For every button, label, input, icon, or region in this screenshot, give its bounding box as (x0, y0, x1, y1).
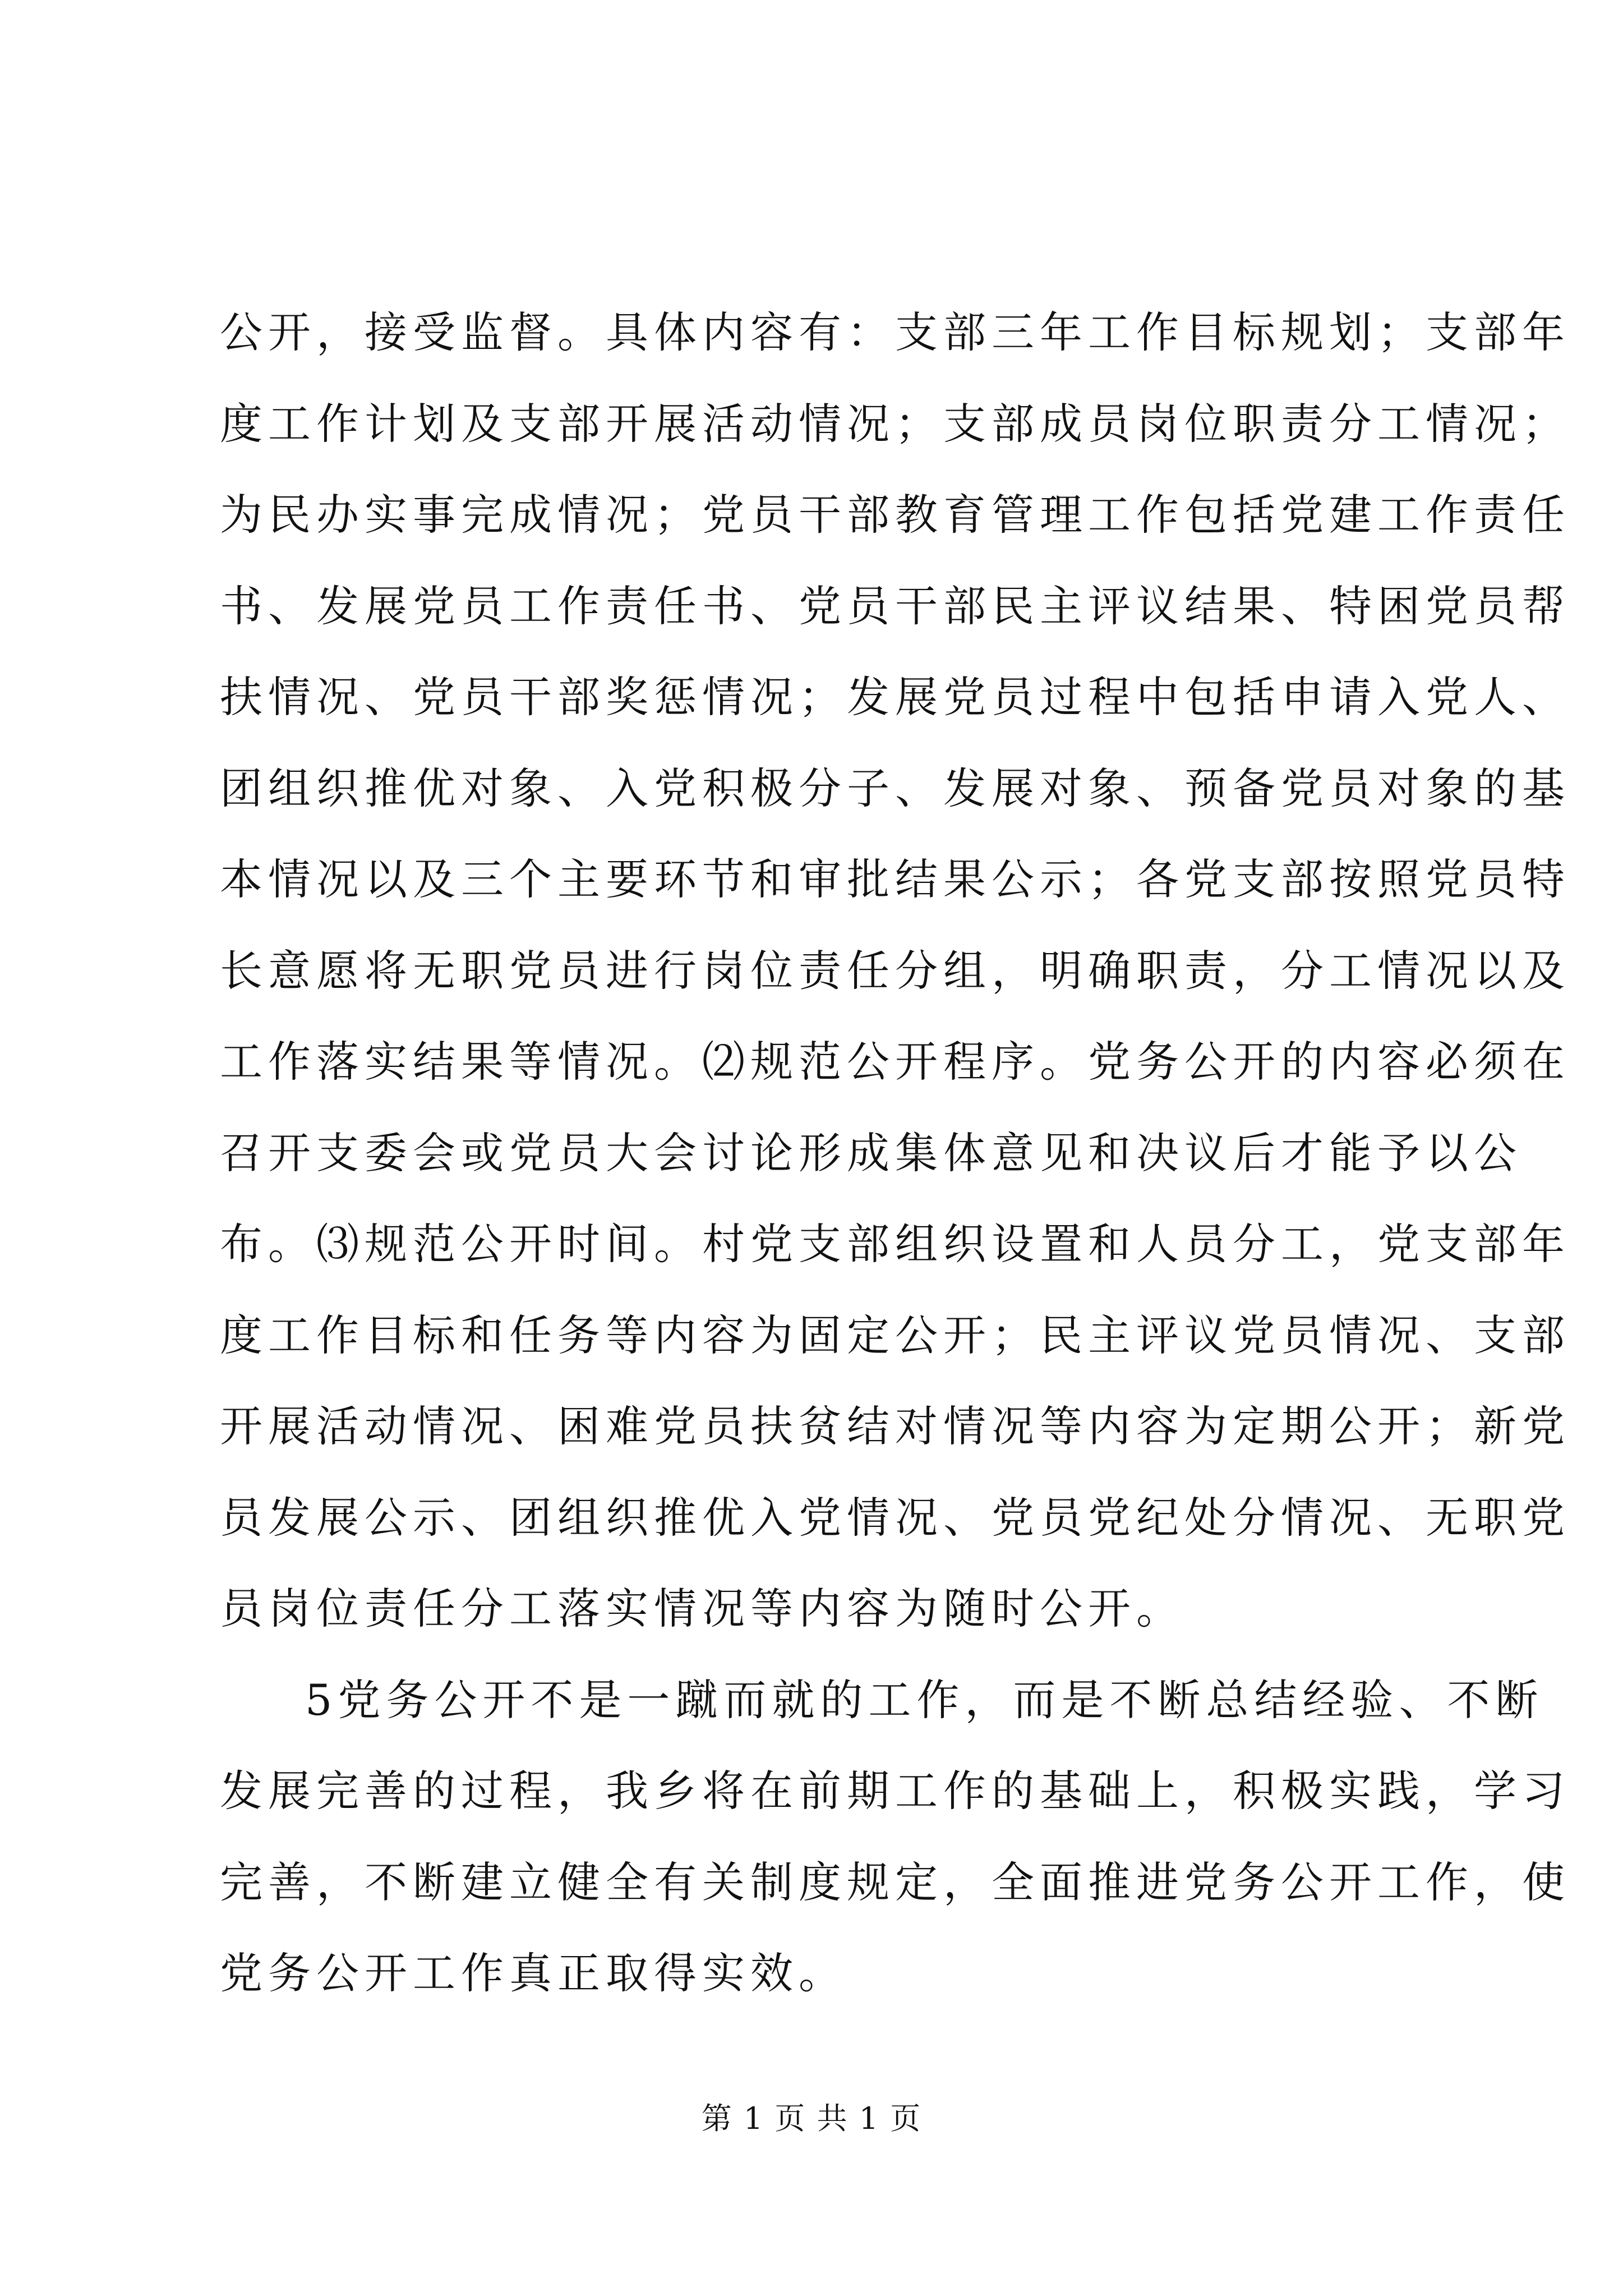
text-line: 工作落实结果等情况。⑵规范公开程序。党务公开的内容必须在 (220, 1037, 1570, 1087)
text-line: 员岗位责任分工落实情况等内容为随时公开。 (220, 1584, 1184, 1634)
text-line: 本情况以及三个主要环节和审批结果公示；各党支部按照党员特 (220, 854, 1570, 904)
text-line: 团组织推优对象、入党积极分子、发展对象、预备党员对象的基 (220, 763, 1570, 813)
document-body (220, 287, 1570, 2019)
text-line: 为民办实事完成情况；党员干部教育管理工作包括党建工作责任 (220, 490, 1570, 540)
text-line: 开展活动情况、困难党员扶贫结对情况等内容为定期公开；新党 (220, 1401, 1570, 1451)
text-line: 员发展公示、团组织推优入党情况、党员党纪处分情况、无职党 (220, 1492, 1570, 1543)
page-footer: 第 1 页 共 1 页 (701, 2101, 922, 2136)
text-line: 公开，接受监督。具体内容有：支部三年工作目标规划；支部年 (220, 307, 1570, 357)
text-line: 度工作目标和任务等内容为固定公开；民主评议党员情况、支部 (220, 1310, 1570, 1360)
text-line: 发展完善的过程，我乡将在前期工作的基础上，积极实践，学习 (220, 1766, 1570, 1816)
text-line: 布。⑶规范公开时间。村党支部组织设置和人员分工，党支部年 (220, 1219, 1570, 1269)
text-line-indented: 5党务公开不是一蹴而就的工作，而是不断总结经验、不断 (305, 1674, 1544, 1725)
text-line: 召开支委会或党员大会讨论形成集体意见和决议后才能予以公 (220, 1128, 1522, 1178)
text-line: 党务公开工作真正取得实效。 (220, 1948, 847, 1998)
text-line: 扶情况、党员干部奖惩情况；发展党员过程中包括申请入党人、 (220, 672, 1570, 722)
text-line: 书、发展党员工作责任书、党员干部民主评议结果、特困党员帮 (220, 581, 1570, 631)
text-line: 完善，不断建立健全有关制度规定，全面推进党务公开工作，使 (220, 1857, 1570, 1907)
text-line: 长意愿将无职党员进行岗位责任分组，明确职责，分工情况以及 (220, 945, 1570, 996)
text-line: 度工作计划及支部开展活动情况；支部成员岗位职责分工情况； (220, 398, 1570, 449)
